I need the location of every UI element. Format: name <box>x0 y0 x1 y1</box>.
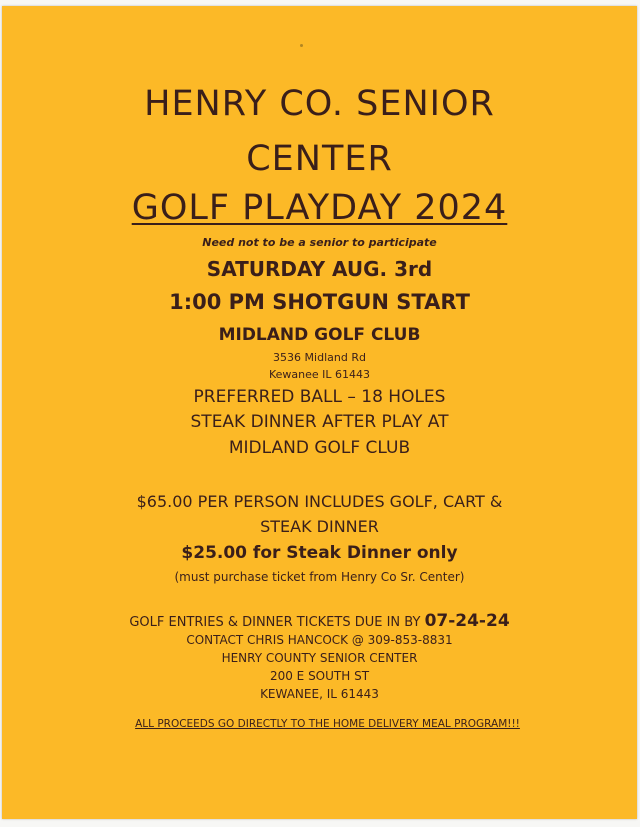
dinner-only-note: (must purchase ticket from Henry Co Sr. Center) <box>174 570 465 584</box>
price-line-1: $65.00 PER PERSON INCLUDES GOLF, CART & <box>136 492 503 511</box>
flyer-page <box>2 6 637 819</box>
org-street: 200 E SOUTH ST <box>269 669 370 683</box>
title-line-2: CENTER <box>246 139 393 179</box>
play-format: PREFERRED BALL – 18 HOLES <box>193 387 446 407</box>
paper-speck <box>300 44 303 47</box>
title-line-1: HENRY CO. SENIOR <box>144 84 495 124</box>
event-name: GOLF PLAYDAY 2024 <box>131 188 508 228</box>
venue-street: 3536 Midland Rd <box>273 351 366 364</box>
event-date: SATURDAY AUG. 3rd <box>206 257 433 281</box>
dinner-only-price: $25.00 for Steak Dinner only <box>181 543 458 563</box>
venue-name: MIDLAND GOLF CLUB <box>218 325 421 345</box>
event-time: 1:00 PM SHOTGUN START <box>169 290 470 314</box>
entries-deadline <box>2 611 637 631</box>
price-line-2: STEAK DINNER <box>260 517 379 536</box>
org-name: HENRY COUNTY SENIOR CENTER <box>221 651 418 665</box>
participation-note: Need not to be a senior to participate <box>202 236 437 249</box>
venue-city: Kewanee IL 61443 <box>268 368 371 381</box>
entries-text: GOLF ENTRIES & DINNER TICKETS DUE IN BY <box>129 615 421 630</box>
dinner-line-1: STEAK DINNER AFTER PLAY AT <box>190 412 449 432</box>
entries-due-date: 07-24-24 <box>424 611 510 631</box>
org-city: KEWANEE, IL 61443 <box>260 687 379 701</box>
dinner-line-2: MIDLAND GOLF CLUB <box>228 438 411 458</box>
contact-line: CONTACT CHRIS HANCOCK @ 309-853-8831 <box>186 633 453 647</box>
proceeds-statement: ALL PROCEEDS GO DIRECTLY TO THE HOME DELIVERY MEAL PROGRAM!!! <box>135 718 520 730</box>
